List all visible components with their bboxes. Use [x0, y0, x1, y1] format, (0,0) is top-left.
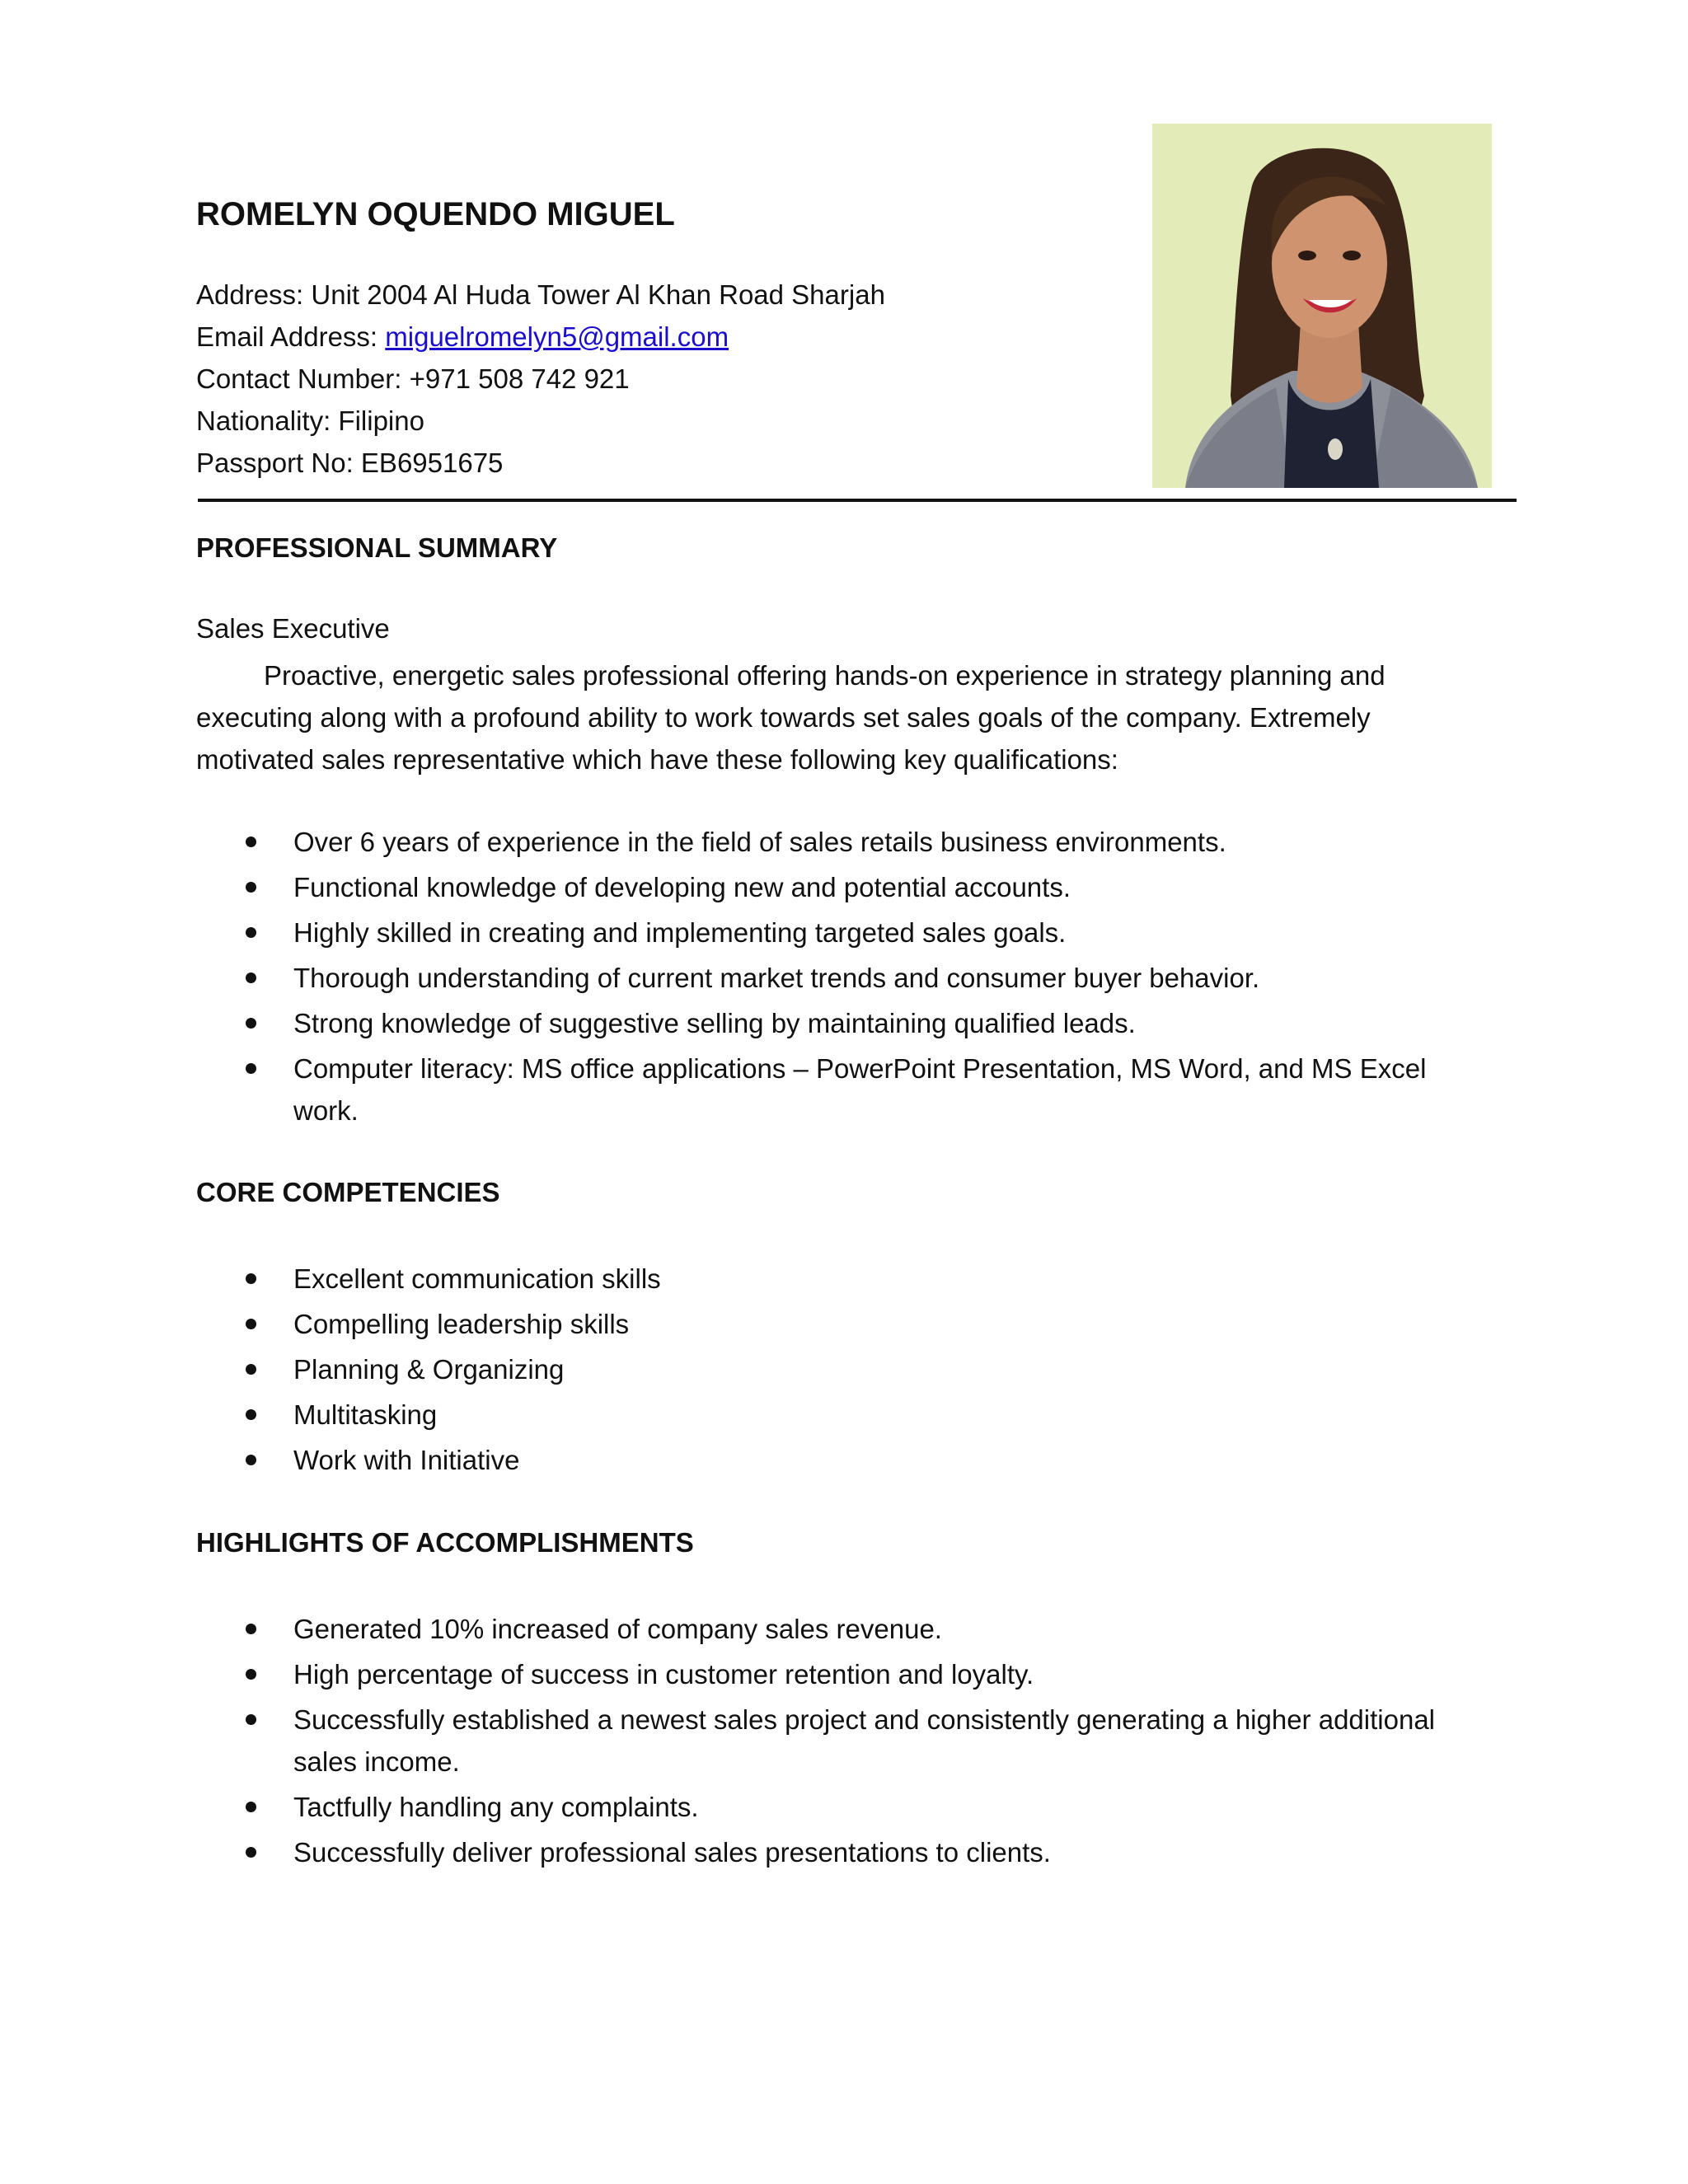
- list-item: [196, 1786, 1482, 1828]
- bullet-icon: [246, 1455, 256, 1465]
- bullet-icon: [246, 1624, 256, 1634]
- nationality-value: Filipino: [338, 405, 424, 436]
- nationality-label: Nationality:: [196, 405, 339, 436]
- professional-summary-heading: PROFESSIONAL SUMMARY: [196, 532, 558, 563]
- bullet-icon: [246, 1847, 256, 1858]
- candidate-name: ROMELYN OQUENDO MIGUEL: [196, 196, 675, 232]
- bullet-icon: [246, 1364, 256, 1375]
- bullet-icon: [246, 1273, 256, 1284]
- qualifications-list: [196, 821, 1482, 1135]
- contact-label: Contact Number:: [196, 363, 410, 394]
- list-item-text: Strong knowledge of suggestive selling by maintaining qualified leads.: [293, 1008, 1136, 1038]
- bullet-icon: [246, 1409, 256, 1420]
- accomplishments-list: [196, 1608, 1482, 1877]
- list-item: [196, 1002, 1482, 1044]
- list-item: [196, 957, 1482, 999]
- list-item: [196, 821, 1482, 863]
- summary-paragraph: Proactive, energetic sales professional offering hands-on experience in strategy planning and executing along with a profound ability to work towards set sales goals of the company. Extremely motivated sales representative which have these following key qualifications:: [196, 660, 1386, 775]
- contact-number-line: [196, 358, 885, 400]
- list-item: [196, 866, 1482, 908]
- list-item-text: Over 6 years of experience in the field of sales retails business environments.: [293, 827, 1226, 857]
- bullet-icon: [246, 1018, 256, 1029]
- bullet-icon: [246, 837, 256, 847]
- list-item: [196, 1258, 1482, 1300]
- list-item: [196, 1699, 1482, 1783]
- list-item: [196, 1439, 1482, 1481]
- bullet-icon: [246, 1063, 256, 1074]
- list-item-text: Tactfully handling any complaints.: [293, 1792, 699, 1822]
- role-title: Sales Executive: [196, 613, 390, 644]
- bullet-icon: [246, 927, 256, 938]
- list-item-text: Thorough understanding of current market trends and consumer buyer behavior.: [293, 963, 1260, 993]
- list-item-text: Computer literacy: MS office applications – PowerPoint Presentation, MS Word, and MS Excel work.: [293, 1053, 1427, 1126]
- profile-photo-illustration: [1152, 124, 1492, 488]
- list-item-text: Functional knowledge of developing new and potential accounts.: [293, 872, 1071, 902]
- list-item: [196, 1303, 1482, 1345]
- address-value: Unit 2004 Al Huda Tower Al Khan Road Sharjah: [311, 279, 885, 310]
- list-item: [196, 1394, 1482, 1436]
- list-item-text: Compelling leadership skills: [293, 1309, 630, 1339]
- list-item: [196, 912, 1482, 954]
- nationality-line: [196, 400, 885, 442]
- bullet-icon: [246, 972, 256, 983]
- passport-line: [196, 442, 885, 484]
- list-item-text: Work with Initiative: [293, 1445, 520, 1475]
- list-item: [196, 1653, 1482, 1695]
- list-item-text: Generated 10% increased of company sales revenue.: [293, 1614, 942, 1644]
- email-line: [196, 316, 885, 358]
- profile-photo: [1152, 124, 1492, 488]
- passport-value: EB6951675: [360, 448, 504, 478]
- list-item-text: Multitasking: [293, 1399, 438, 1430]
- bullet-icon: [246, 882, 256, 893]
- core-competencies-heading: CORE COMPETENCIES: [196, 1177, 500, 1207]
- list-item: [196, 1047, 1482, 1132]
- list-item: [196, 1831, 1482, 1873]
- contact-value: +971 508 742 921: [409, 363, 630, 394]
- contact-block: [196, 274, 885, 484]
- header-divider: [198, 499, 1517, 502]
- list-item-text: Successfully established a newest sales project and consistently generating a higher additional sales income.: [293, 1704, 1436, 1777]
- email-label: Email Address:: [196, 321, 386, 352]
- list-item-text: High percentage of success in customer retention and loyalty.: [293, 1659, 1034, 1690]
- list-item-text: Planning & Organizing: [293, 1354, 565, 1385]
- bullet-icon: [246, 1319, 256, 1329]
- address-line: [196, 274, 885, 316]
- email-link[interactable]: miguelromelyn5@gmail.com: [385, 321, 729, 352]
- list-item: [196, 1608, 1482, 1650]
- bullet-icon: [246, 1714, 256, 1725]
- list-item: [196, 1348, 1482, 1390]
- passport-label: Passport No:: [196, 448, 361, 478]
- address-label: Address:: [196, 279, 312, 310]
- competencies-list: [196, 1258, 1482, 1484]
- list-item-text: Highly skilled in creating and implementing targeted sales goals.: [293, 917, 1067, 948]
- accomplishments-heading: HIGHLIGHTS OF ACCOMPLISHMENTS: [196, 1527, 694, 1558]
- bullet-icon: [246, 1669, 256, 1680]
- list-item-text: Successfully deliver professional sales presentations to clients.: [293, 1837, 1051, 1868]
- bullet-icon: [246, 1802, 256, 1812]
- list-item-text: Excellent communication skills: [293, 1263, 661, 1294]
